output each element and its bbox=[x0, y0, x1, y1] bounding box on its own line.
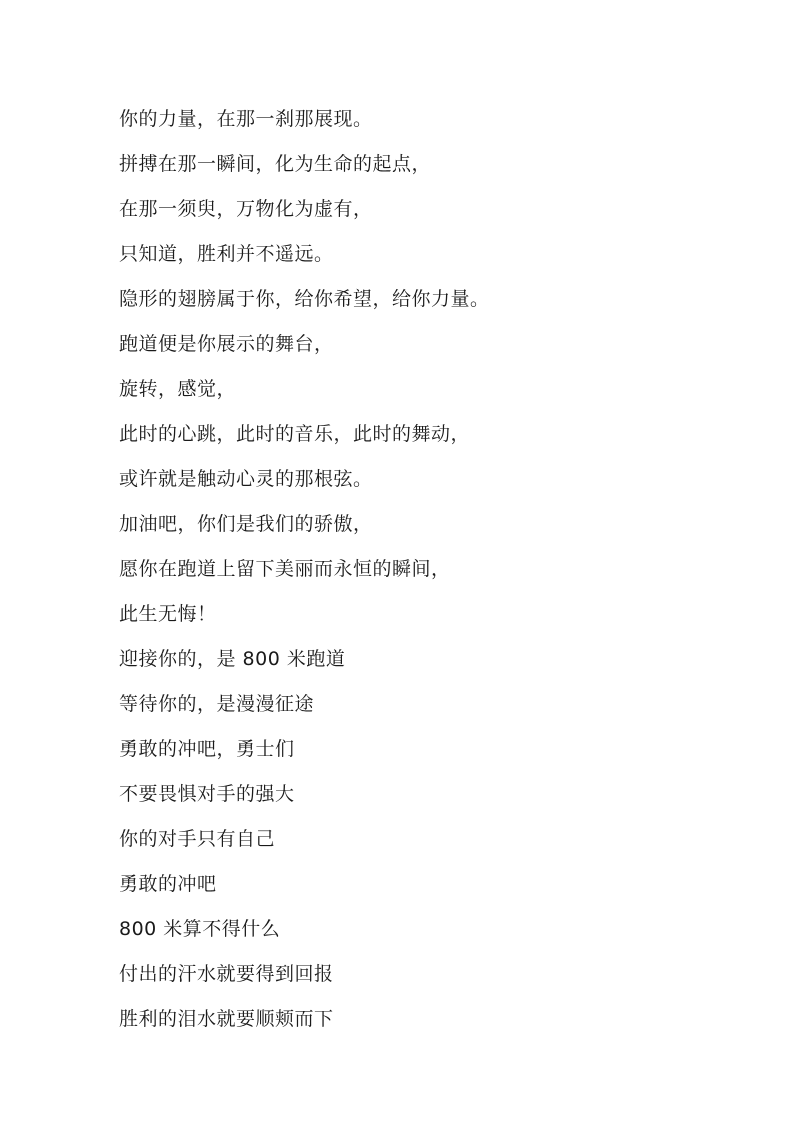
poem-line: 隐形的翅膀属于你，给你希望，给你力量。 bbox=[119, 288, 490, 310]
poem-line: 迎接你的，是 800 米跑道 bbox=[119, 648, 346, 670]
poem-line: 在那一须臾，万物化为虚有， bbox=[119, 198, 373, 220]
poem-line: 此时的心跳，此时的音乐，此时的舞动， bbox=[119, 423, 471, 445]
poem-line: 只知道，胜利并不遥远。 bbox=[119, 243, 334, 265]
poem-line: 勇敢的冲吧，勇士们 bbox=[119, 738, 295, 760]
poem-line: 你的力量，在那一刹那展现。 bbox=[119, 108, 373, 130]
poem-line: 旋转，感觉， bbox=[119, 378, 237, 400]
poem-line: 你的对手只有自己 bbox=[119, 828, 276, 850]
poem-line: 等待你的，是漫漫征途 bbox=[119, 693, 315, 715]
poem-line: 跑道便是你展示的舞台， bbox=[119, 333, 334, 355]
poem-body bbox=[119, 104, 739, 1049]
poem-line: 胜利的泪水就要顺颊而下 bbox=[119, 1008, 334, 1030]
poem-line: 拼搏在那一瞬间，化为生命的起点， bbox=[119, 153, 432, 175]
poem-line: 800 米算不得什么 bbox=[119, 918, 281, 940]
poem-line: 加油吧，你们是我们的骄傲， bbox=[119, 513, 373, 535]
poem-line: 此生无悔！ bbox=[119, 603, 217, 625]
poem-line: 付出的汗水就要得到回报 bbox=[119, 963, 334, 985]
poem-line: 愿你在跑道上留下美丽而永恒的瞬间， bbox=[119, 558, 451, 580]
poem-line: 勇敢的冲吧 bbox=[119, 873, 217, 895]
poem-line: 或许就是触动心灵的那根弦。 bbox=[119, 468, 373, 490]
poem-line: 不要畏惧对手的强大 bbox=[119, 783, 295, 805]
